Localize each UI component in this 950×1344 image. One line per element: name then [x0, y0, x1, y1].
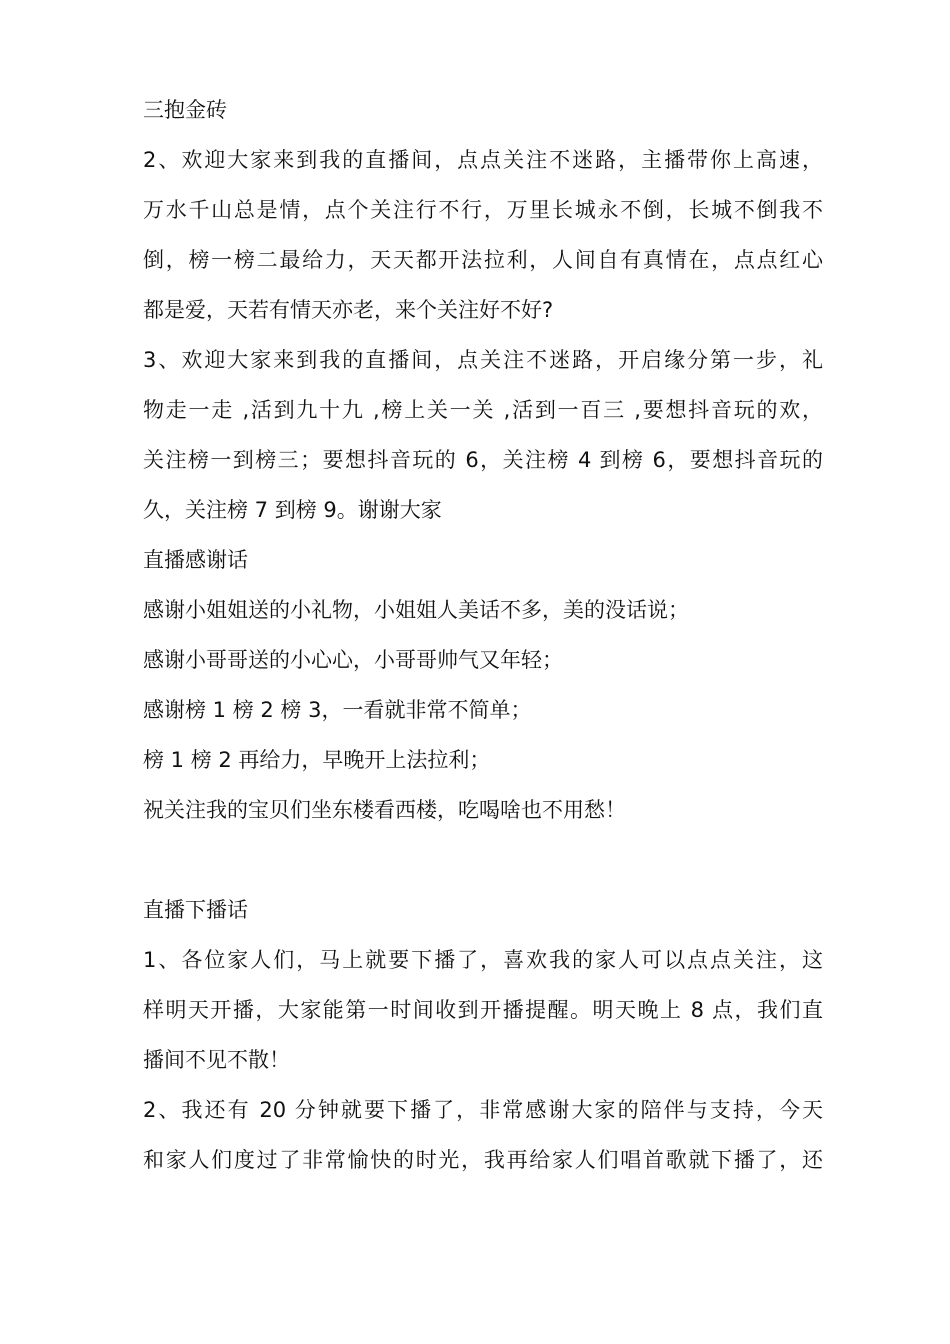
section-heading: 直播下播话	[143, 898, 248, 922]
text-line: 1、各位家人们，马上就要下播了，喜欢我的家人可以点点关注，这	[143, 948, 823, 972]
section-heading: 三抱金砖	[143, 98, 227, 122]
text-line: 久，关注榜 7 到榜 9。谢谢大家	[143, 498, 442, 522]
text-line: 物走一走 ,活到九十九 ,榜上关一关 ,活到一百三 ,要想抖音玩的欢，	[143, 398, 823, 422]
text-line: 2、我还有 20 分钟就要下播了，非常感谢大家的陪伴与支持，今天	[143, 1098, 823, 1122]
text-line: 倒，榜一榜二最给力，天天都开法拉利，人间自有真情在，点点红心	[143, 248, 823, 272]
blank-line	[143, 835, 823, 885]
text-line: 3、欢迎大家来到我的直播间，点关注不迷路，开启缘分第一步，礼	[143, 348, 823, 372]
text-line: 样明天开播，大家能第一时间收到开播提醒。明天晚上 8 点，我们直	[143, 998, 823, 1022]
text-line: 和家人们度过了非常愉快的时光，我再给家人们唱首歌就下播了，还	[143, 1148, 823, 1172]
text-line: 都是爱，天若有情天亦老，来个关注好不好?	[143, 298, 554, 322]
text-line: 感谢榜 1 榜 2 榜 3，一看就非常不简单；	[143, 698, 532, 722]
text-line: 祝关注我的宝贝们坐东楼看西楼，吃喝啥也不用愁！	[143, 798, 626, 822]
text-line: 播间不见不散！	[143, 1048, 290, 1072]
document-body	[143, 85, 823, 1185]
text-line: 关注榜一到榜三；要想抖音玩的 6，关注榜 4 到榜 6，要想抖音玩的	[143, 448, 823, 472]
text-line: 榜 1 榜 2 再给力，早晚开上法拉利；	[143, 748, 491, 772]
text-line: 感谢小姐姐送的小礼物，小姐姐人美话不多，美的没话说；	[143, 598, 689, 622]
section-heading: 直播感谢话	[143, 548, 248, 572]
text-line: 感谢小哥哥送的小心心，小哥哥帅气又年轻；	[143, 648, 563, 672]
text-line: 万水千山总是情，点个关注行不行，万里长城永不倒，长城不倒我不	[143, 198, 823, 222]
text-line: 2、欢迎大家来到我的直播间，点点关注不迷路，主播带你上高速，	[143, 148, 823, 172]
